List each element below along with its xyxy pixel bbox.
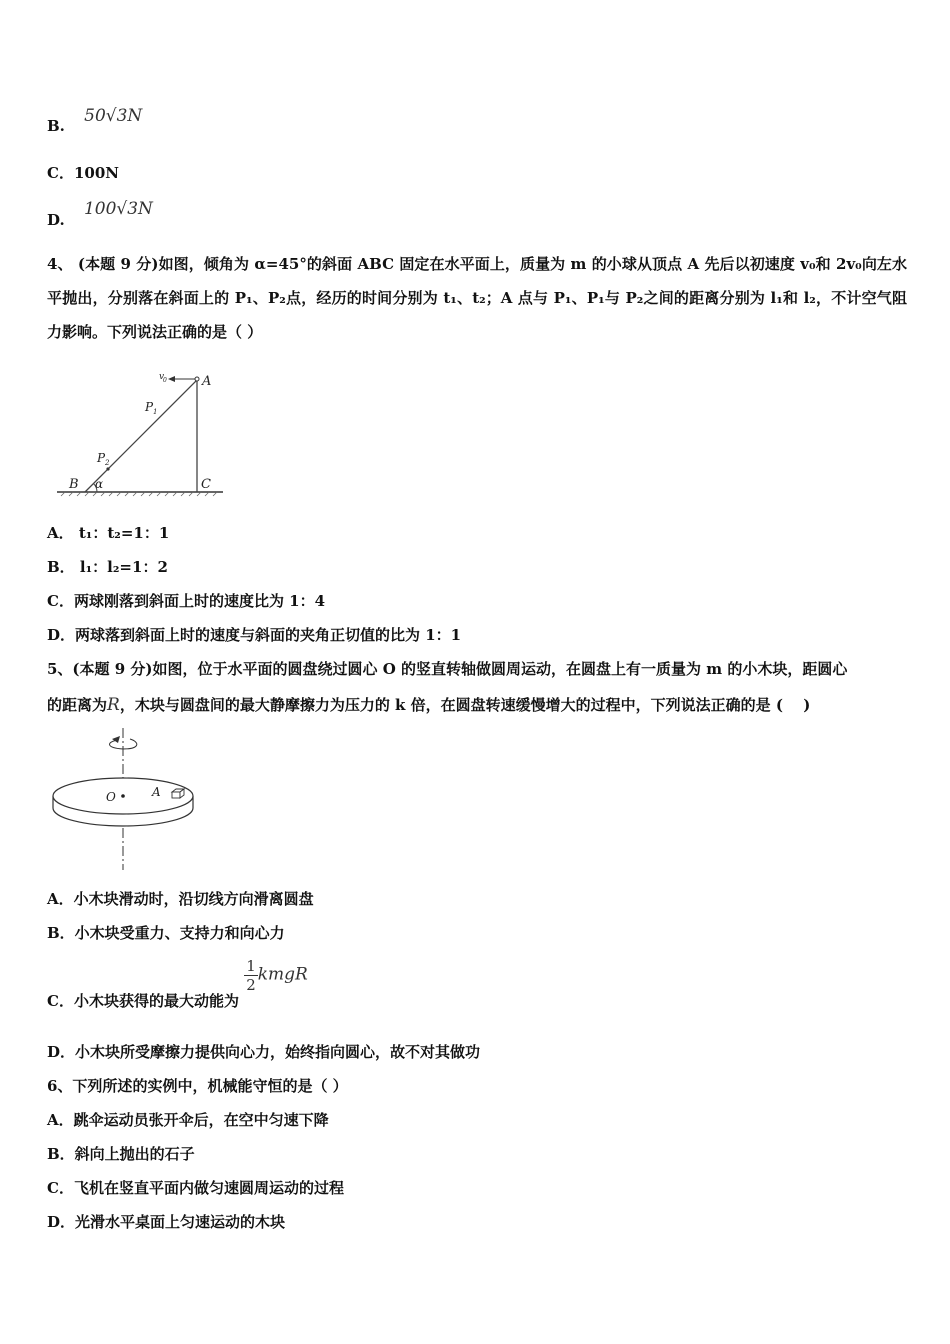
q5-option-c: C．小木块获得的最大动能为 $\frac{1}{2}$ kmgR xyxy=(47,957,308,1010)
label-p1: P xyxy=(145,400,154,414)
label-p2: P xyxy=(97,451,106,465)
label-c: C xyxy=(201,477,211,492)
svg-text:2: 2 xyxy=(105,459,110,467)
center-point xyxy=(121,794,125,798)
q6-option-b: B．斜向上抛出的石子 xyxy=(47,1145,195,1163)
label-block-a: A xyxy=(152,785,161,799)
q5-option-c-expr: kmgR xyxy=(257,964,308,985)
q6-option-a: A．跳伞运动员张开伞后，在空中匀速下降 xyxy=(47,1111,329,1129)
point-p2 xyxy=(106,467,109,470)
q5-radius-symbol: R xyxy=(107,695,120,715)
q5-option-a: A．小木块滑动时，沿切线方向滑离圆盘 xyxy=(47,890,314,908)
q3-option-b-expr: 50√3N xyxy=(84,106,143,126)
q4-stem: 4、 (本题 9 分)如图，倾角为 α=45°的斜面 ABC 固定在水平面上，质量为 m 的小球从顶点 A 先后以初速度 v₀和 2v₀向左水平抛出，分别落在斜面上的 P₁、P₂点，经历的时间分别为 t₁、t₂；A 点与 P₁、P₁与 P₂之间的距离分别为 l₁和 l₂，不计空气阻力影响。下列说法正确的是（ ） xyxy=(47,255,907,341)
q3-option-b: B. 50√3N xyxy=(47,106,143,135)
incline-hypotenuse xyxy=(85,380,197,492)
label-alpha: α xyxy=(95,477,104,491)
q3-option-d: D. 100√3N xyxy=(47,199,153,229)
q5-stem-line2: 的距离为R，木块与圆盘间的最大静摩擦力为压力的 k 倍，在圆盘转速缓慢增大的过程中，下列说法正确的是 ( ) xyxy=(47,695,811,715)
q4-option-a: A． t₁：t₂=1：1 xyxy=(47,524,170,542)
q4-incline-figure xyxy=(55,366,230,498)
svg-text:1: 1 xyxy=(153,408,158,416)
velocity-arrowhead xyxy=(168,376,175,382)
q4-option-c: C．两球刚落到斜面上时的速度比为 1：4 xyxy=(47,592,326,610)
q3-option-d-expr: 100√3N xyxy=(83,199,153,219)
point-a xyxy=(195,377,199,381)
q4-option-b: B． l₁：l₂=1：2 xyxy=(47,558,168,576)
q3-option-c: C．100N xyxy=(47,164,119,182)
q5-option-d: D．小木块所受摩擦力提供向心力，始终指向圆心，故不对其做功 xyxy=(47,1043,481,1061)
q6-stem: 6、下列所述的实例中，机械能守恒的是（ ） xyxy=(47,1077,348,1095)
q4-option-d: D．两球落到斜面上时的速度与斜面的夹角正切值的比为 1：1 xyxy=(47,626,462,644)
label-a: A xyxy=(202,374,212,389)
label-b: B xyxy=(69,477,79,492)
q6-option-d: D．光滑水平桌面上匀速运动的木块 xyxy=(47,1213,286,1231)
q5-stem-line1: 5、(本题 9 分)如图，位于水平面的圆盘绕过圆心 O 的竖直转轴做圆周运动，在圆盘上有一质量为 m 的小木块，距圆心 xyxy=(47,660,848,678)
q5-disc-figure xyxy=(48,726,203,872)
wood-block xyxy=(172,789,184,798)
q6-option-c: C．飞机在竖直平面内做匀速圆周运动的过程 xyxy=(47,1179,344,1197)
label-v0: v xyxy=(159,372,165,382)
label-o: O xyxy=(106,790,116,804)
q5-option-c-fraction: $\frac{1}{2}$ xyxy=(246,957,256,994)
q5-option-b: B．小木块受重力、支持力和向心力 xyxy=(47,924,285,942)
svg-text:0: 0 xyxy=(163,377,167,384)
